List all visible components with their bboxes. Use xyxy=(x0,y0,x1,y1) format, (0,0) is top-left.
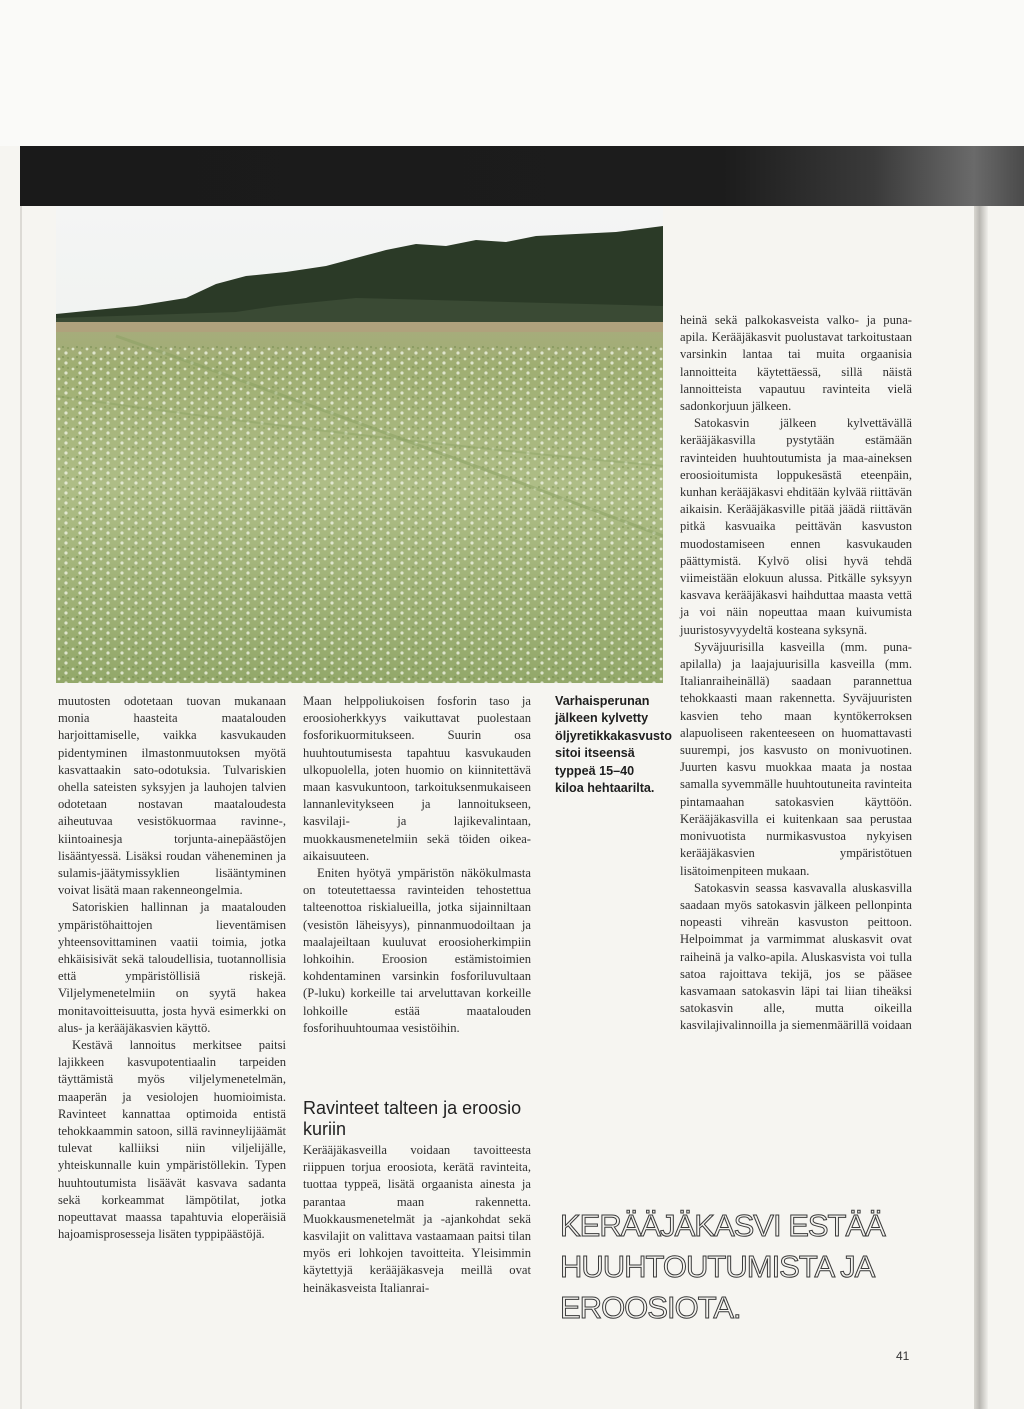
feature-headline: KERÄÄJÄKASVI ESTÄÄ HUUHTOUTUMISTA JA EROOSIOTA. xyxy=(560,1208,885,1325)
page-top-margin xyxy=(0,0,1024,146)
page-spine-edge xyxy=(974,206,988,1409)
body-paragraph: Eniten hyötyä ympäristön näkökulmasta on toteutettaessa ravinteiden tehostettua talteenottoa riskialueilla, jotka sijainniltaan (vesistön läheisyys), pinnanmuodoiltaan ja maalajeiltaan kuuluvat eroosioherkimpiin lohkoihin. Eroosion estämistoimien kohdentaminen varsinkin fosforiluvultaan (P-luku) korkeille tai arveluttavan korkeille lohkoille estää maatalouden fosforihuuhtoumaa vesistöihin. xyxy=(303,866,531,1035)
body-column-4 xyxy=(680,312,912,1035)
page-left-edge xyxy=(20,206,22,1409)
body-paragraph: Kerääjäkasveilla voidaan tavoitteesta riippuen torjua eroosiota, kerätä ravinteita, tuottaa typpeä, lisätä orgaanista ainesta ja parantaa maan rakennetta. Muokkausmenetelmät ja -ajankohdat sekä kasvilajit on valittava vastaamaan paitsi tilan myös eri lohkojen tavoitteita. Yleisimmin käytettyjä kerääjäkasveja meillä ovat heinäkasveista Italianrai- xyxy=(303,1143,531,1295)
body-column-2 xyxy=(303,693,531,1037)
section-subheading: Ravinteet talteen ja eroosio kuriin xyxy=(303,1098,522,1139)
body-paragraph: Satoriskien hallinnan ja maatalouden ympäristöhaittojen lieventämisen yhteensovittaminen vaatii toimia, jotka ehkäisisivät sekä taloudellisia, tuotannollisia että ympäristöllisiä riskejä. Viljelymenetelmiin on syytä hakea monitavoitteisuutta, josta hyvä esimerkki on alus- ja kerääjäkasvien käyttö. xyxy=(58,900,286,1035)
header-dark-band xyxy=(20,146,1024,206)
body-column-2-continued xyxy=(303,1142,531,1297)
body-paragraph: Kestävä lannoitus merkitsee paitsi lajikkeen kasvupotentiaalin tarpeiden täyttämistä myös viljelymenetelmän, maaperän ja vesiolojen huomioimista. Ravinteet kannattaa optimoida entistä tehokkaammin satoon, sillä ravinneylijäämät tulevat kalliiksi niin viljelijälle, yhteiskunnalle kuin ympäristöllekin. Typen huuhtoutumista lisäävät kasvava sadanta sekä korkeammat lämpötilat, jotka nopeuttavat maassa tapahtuvia eloperäisiä hajoamisprosesseja lisäten typpipäästöjä. xyxy=(58,1038,286,1242)
pull-quote: Varhaisperunan jälkeen kylvetty öljyretikkakasvusto sitoi itseensä typpeä 15–40 kiloa hehtaarilta. xyxy=(555,694,672,796)
body-paragraph: muutosten odotetaan tuovan mukanaan monia haasteita maatalouden harjoittamiselle, vaikka kasvukauden pidentyminen ilmastonmuutoksen myötä kasvattaakin sato-odotuksia. Tulvariskien ohella sateisten syksyjen ja lauhojen talvien odotetaan nostavan maataloudesta aiheutuvaa vesistökuormaa ravinne-, kiintoainesja torjunta-ainepäästöjen lisääntyessä. Lisäksi roudan väheneminen ja sulamis-jäätymissyklien lisääntyminen voivat lisätä maan rakenneongelmia. xyxy=(58,694,286,898)
field-photo xyxy=(56,206,663,683)
body-paragraph: Syväjuurisilla kasveilla (mm. puna-apilalla) ja laajajuurisilla kasveilla (mm. Italianraiheinällä) saadaan parannettua tehokkaasti maan rakennetta. Syväjuuristen kasvien teho maan kyntökerroksen alapuoliseen rakenteeseen on huomattavasti suurempi, jos kasvusto on monivuotinen. Juurten kasvu muokkaa maata ja nostaa samalla syvemmälle huuhtoutuneita ravinteita pintamaahan satokasvien käyttöön. Kerääjäkasvilla ei kuitenkaan saa perustaa monivuotista nurmikasvustoa nykyisen kerääjäkasvien ympäristötuen lisätoimenpiteen mukaan. xyxy=(680,639,912,878)
body-paragraph: heinä sekä palkokasveista valko- ja puna-apila. Kerääjäkasvit puolustavat tarkoitustaan varsinkin lantaa tai muita orgaanisia lannoitteita käytettäessä, sillä näistä lannoitteista vapautuu ravinteita vielä sadonkorjuun jälkeen. xyxy=(680,313,912,414)
page-number: 41 xyxy=(896,1349,910,1363)
body-paragraph: Satokasvin jälkeen kylvettävällä kerääjäkasvilla pystytään estämään ravinteiden huuhtoutumista ja maa-aineksen eroosioitumista loppukesästä eteenpäin, kunhan kerääjäkasvi ehditään kylvää riittävän aikaisin. Kerääjäkasville pitää jäädä riittävän pitkä kasvuaika peittävän kasvuston muodostamiseen ennen kasvukauden päättymistä. Kylvö olisi hyvä tehdä viimeistään elokuun alussa. Pitkälle syksyyn kasvava kerääjäkasvi haihduttaa maasta vettä ja voi näin nopeuttaa maan kuivumista juuristosyvyydeltä kosteana syksynä. xyxy=(680,416,912,637)
field-photo-image xyxy=(56,206,663,683)
body-paragraph: Satokasvin seassa kasvavalla aluskasvilla saadaan myös satokasvin jälkeen pellonpinta nopeasti vihreän kasvuston peittoon. Helpoimmat ja varmimmat aluskasvit ovat raiheinä ja valko-apila. Aluskasvista voi tulla satoa rajoittava tekijä, jos se pääsee kasvamaan satokasvin läpi tai liian tiheäksi satokasvin alle, mutta oikeilla kasvilajivalinnoilla ja siemenmäärillä voidaan xyxy=(680,880,912,1033)
body-column-1 xyxy=(58,693,286,1244)
body-paragraph: Maan helppoliukoisen fosforin taso ja eroosioherkkyys vaikuttavat puolestaan fosforikuormitukseen. Suurin osa huuhtoutumisesta tapahtuu kasvukauden ulkopuolella, joten huomio on kiinnitettävä maan kasvukuntoon, tarkoituksenmukaiseen lannanlevitykseen ja lannoitukseen, kasvilaji- ja lajikevalintaan, muokkausmenetelmiin sekä töiden oikea-aikaisuuteen. xyxy=(303,694,531,863)
